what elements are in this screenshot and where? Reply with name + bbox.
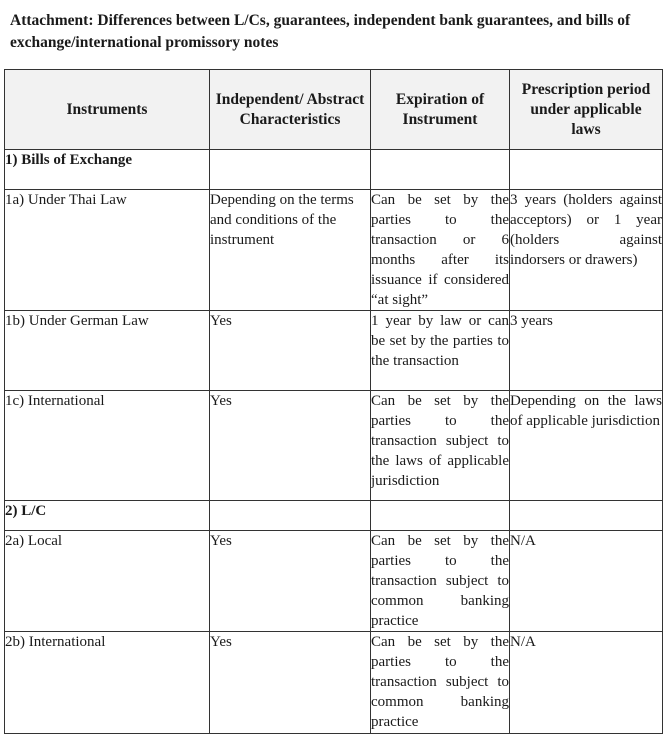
instrument-cell: 1c) International xyxy=(5,391,210,501)
prescription-cell: N/A xyxy=(510,531,663,632)
table-row xyxy=(5,632,663,734)
prescription-cell: Depending on the laws of applicable jurisdiction xyxy=(510,391,663,501)
header-characteristics: Independent/ Abstract Characteristics xyxy=(210,70,371,150)
characteristics-cell: Yes xyxy=(210,391,371,501)
section-label: 1) Bills of Exchange xyxy=(5,150,210,190)
expiration-cell: Can be set by the parties to the transaction or 6 months after its issuance if considered “at sight” xyxy=(371,190,510,311)
instrument-cell: 1b) Under German Law xyxy=(5,311,210,391)
header-prescription: Prescription period under applicable laws xyxy=(510,70,663,150)
characteristics-cell: Yes xyxy=(210,531,371,632)
comparison-table xyxy=(4,69,663,734)
header-instruments: Instruments xyxy=(5,70,210,150)
table-row xyxy=(5,190,663,311)
expiration-cell: Can be set by the parties to the transaction subject to the laws of applicable jurisdiction xyxy=(371,391,510,501)
table-row xyxy=(5,311,663,391)
characteristics-cell: Yes xyxy=(210,632,371,734)
table-row xyxy=(5,391,663,501)
section-row xyxy=(5,150,663,190)
expiration-cell: 1 year by law or can be set by the parties to the transaction xyxy=(371,311,510,391)
header-expiration: Expiration of Instrument xyxy=(371,70,510,150)
table-header xyxy=(5,70,663,150)
characteristics-cell: Depending on the terms and conditions of the instrument xyxy=(210,190,371,311)
section-label: 2) L/C xyxy=(5,501,210,531)
section-row xyxy=(5,501,663,531)
prescription-cell: 3 years (holders against acceptors) or 1 year (holders against indorsers or drawers) xyxy=(510,190,663,311)
table-row xyxy=(5,531,663,632)
instrument-cell: 1a) Under Thai Law xyxy=(5,190,210,311)
expiration-cell: Can be set by the parties to the transaction subject to common banking practice xyxy=(371,531,510,632)
instrument-cell: 2b) International xyxy=(5,632,210,734)
prescription-cell: 3 years xyxy=(510,311,663,391)
expiration-cell: Can be set by the parties to the transaction subject to common banking practice xyxy=(371,632,510,734)
document-title: Attachment: Differences between L/Cs, guarantees, independent bank guarantees, and bills of exchange/international promissory notes xyxy=(10,12,631,51)
instrument-cell: 2a) Local xyxy=(5,531,210,632)
characteristics-cell: Yes xyxy=(210,311,371,391)
prescription-cell: N/A xyxy=(510,632,663,734)
